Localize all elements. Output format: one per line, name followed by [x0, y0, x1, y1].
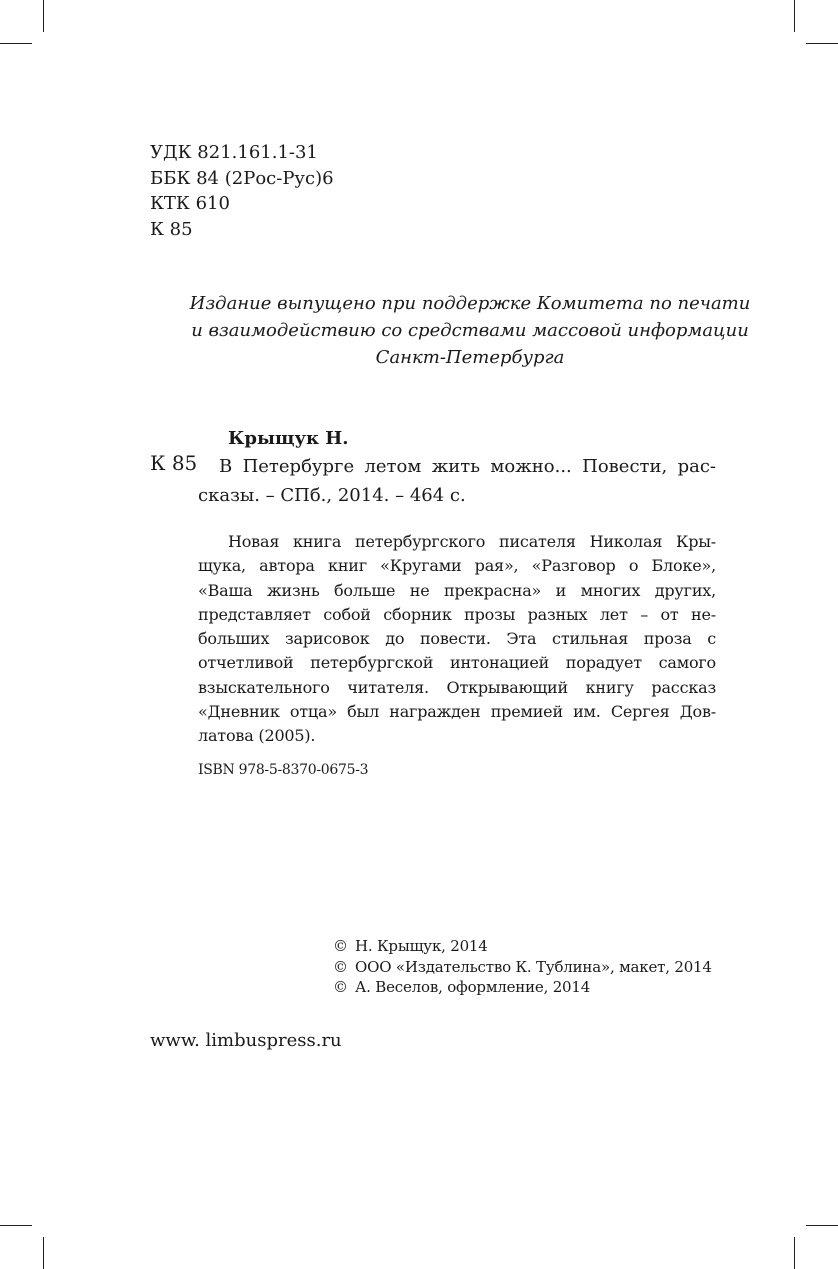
- crop-mark-top-left-horizontal: [0, 43, 32, 44]
- copyright-line: [333, 957, 712, 978]
- bbk-code: ББК 84 (2Рос-Рус)6: [150, 167, 334, 189]
- copyright-text: А. Веселов, оформление, 2014: [355, 978, 591, 996]
- annotation: [198, 530, 716, 749]
- copyright-symbol: ©: [333, 937, 348, 955]
- annotation-line: «Ваша жизнь больше не прекрасна» и многих других,: [198, 580, 716, 600]
- title-line: В Петербурге летом жить можно... Повести, рас-: [219, 456, 716, 477]
- annotation-line: представляет собой сборник прозы разных лет – от не-: [198, 604, 716, 624]
- classification-codes: [150, 140, 334, 242]
- crop-mark-bottom-right-vertical: [794, 1237, 795, 1269]
- copyright-line: [333, 977, 712, 998]
- ktk-code: КТК 610: [150, 193, 230, 214]
- annotation-line: Новая книга петербургского писателя Николая Кры-: [228, 532, 716, 551]
- annotation-line: «Дневник отца» был награжден премией им. Сергея Дов-: [198, 702, 716, 722]
- author-name: Крыщук Н.: [228, 428, 349, 449]
- copyright-text: ООО «Издательство К. Тублина», макет, 2014: [355, 957, 712, 976]
- annotation-line: латова (2005).: [198, 726, 316, 746]
- isbn: ISBN 978-5-8370-0675-3: [198, 762, 369, 778]
- support-line: Издание выпущено при поддержке Комитета по печати: [189, 293, 751, 314]
- bibliographic-title: [198, 452, 716, 510]
- author-mark: К 85: [150, 451, 198, 475]
- crop-mark-bottom-left-horizontal: [0, 1225, 32, 1226]
- support-line: Санкт-Петербурга: [375, 347, 565, 368]
- copyright-text: Н. Крыщук, 2014: [355, 937, 488, 955]
- annotation-line: щука, автора книг «Кругами рая», «Разговор о Блоке»,: [198, 556, 716, 576]
- crop-mark-bottom-left-vertical: [43, 1237, 44, 1269]
- copyright-block: [333, 936, 712, 998]
- support-line: и взаимодействию со средствами массовой информации: [191, 320, 749, 341]
- crop-mark-top-left-vertical: [43, 0, 44, 32]
- crop-mark-top-right-vertical: [794, 0, 795, 32]
- annotation-line: больших зарисовок до повести. Эта стильная проза с: [198, 629, 716, 649]
- copyright-line: [333, 936, 712, 957]
- crop-mark-bottom-right-horizontal: [806, 1225, 838, 1226]
- annotation-line: взыскательного читателя. Открывающий книгу рассказ: [198, 677, 716, 697]
- website-link[interactable]: www. limbuspress.ru: [150, 1030, 342, 1051]
- support-note: [150, 290, 790, 371]
- author-mark-code: К 85: [150, 218, 193, 240]
- copyright-symbol: ©: [333, 978, 348, 996]
- copyright-symbol: ©: [333, 957, 348, 976]
- annotation-line: отчетливой петербургской интонацией порадует самого: [198, 653, 716, 673]
- crop-mark-top-right-horizontal: [806, 43, 838, 44]
- title-line: сказы. – СПб., 2014. – 464 с.: [198, 485, 466, 506]
- udk-code: УДК 821.161.1-31: [150, 142, 318, 163]
